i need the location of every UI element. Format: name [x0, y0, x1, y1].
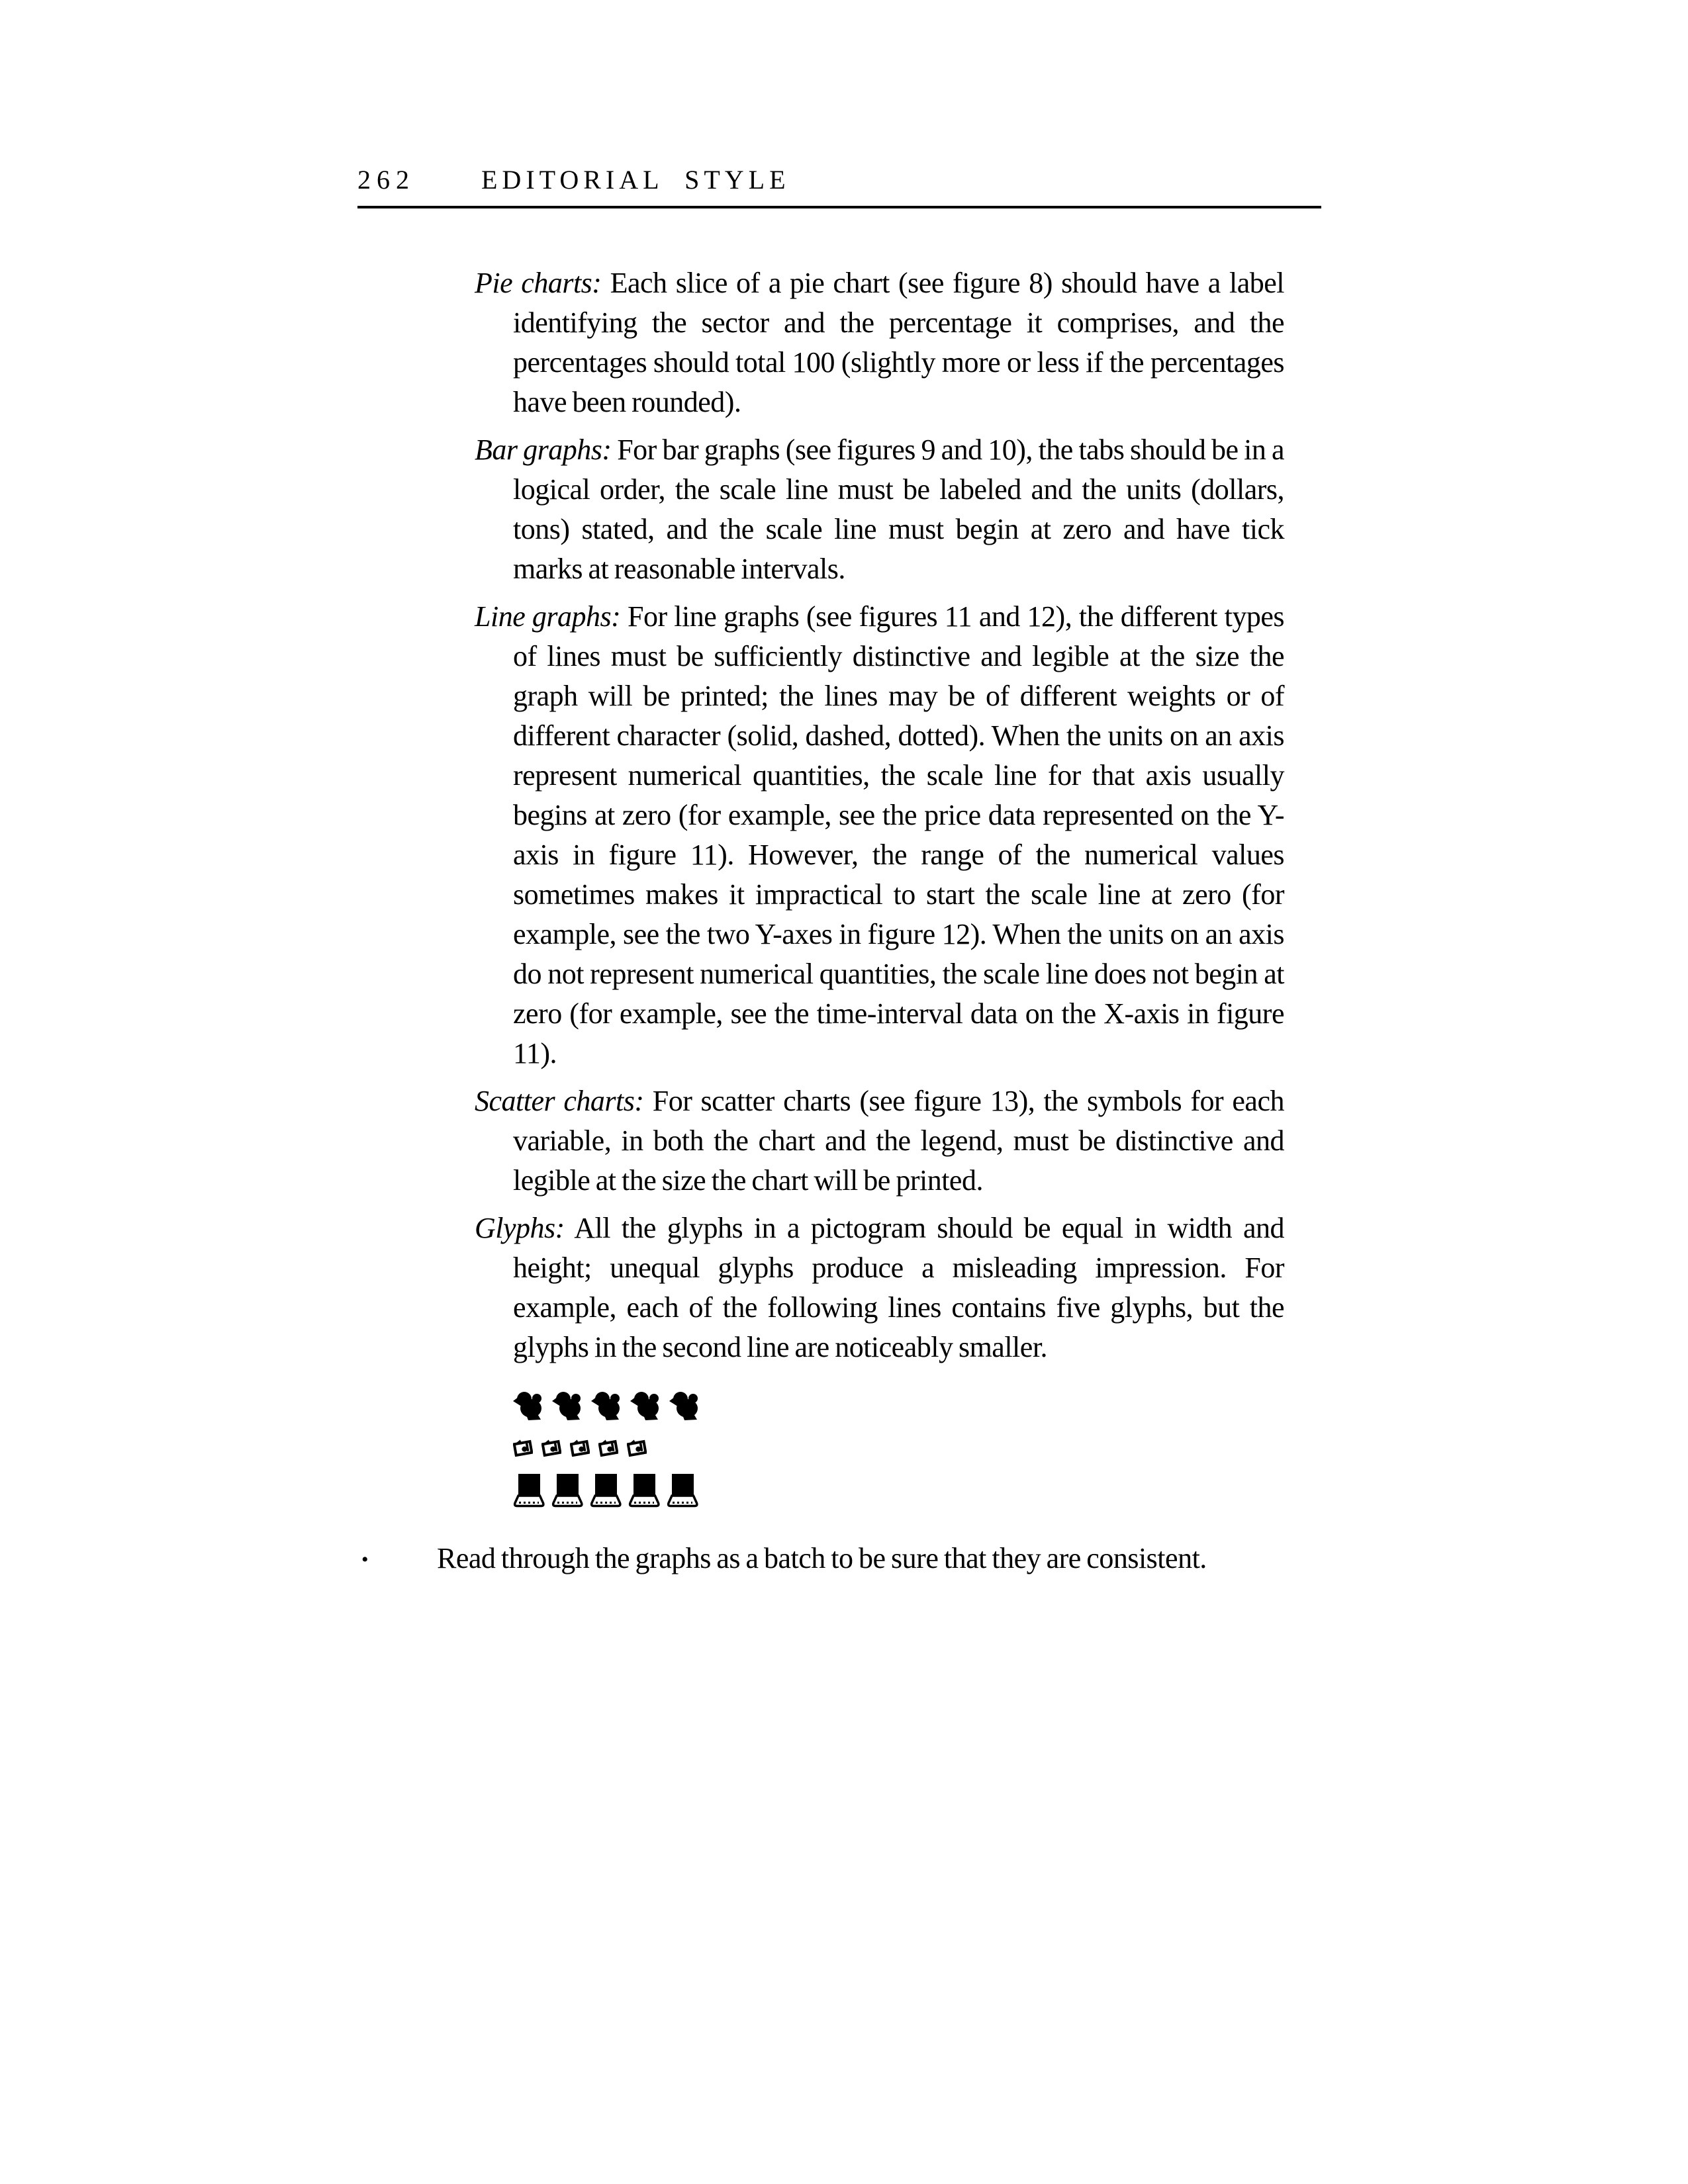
entry-line-graphs — [475, 597, 1285, 1073]
entry-pie-charts — [475, 263, 1284, 422]
bullet-item — [361, 1539, 1284, 1580]
box-dingbat-icon — [627, 1439, 647, 1457]
entry-term: Scatter charts: — [475, 1085, 644, 1117]
entry-term: Pie charts: — [475, 267, 602, 299]
page-number: 262 — [357, 165, 415, 195]
box-dingbat-icon — [570, 1439, 590, 1457]
box-dingbat-icon — [513, 1439, 533, 1457]
bird-dingbat-icon — [552, 1390, 581, 1420]
pictogram-row-large-1 — [513, 1390, 1284, 1420]
terminal-dingbat-icon — [551, 1474, 583, 1508]
terminal-dingbat-icon — [513, 1474, 545, 1508]
entry-text: For scatter charts (see figure 13), the symbols for each variable, in both the chart and the legend, must be distinctive and legible at the size the chart will be printed. — [513, 1085, 1284, 1197]
terminal-dingbat-icon — [628, 1474, 660, 1508]
box-dingbat-icon — [541, 1439, 561, 1457]
entry-text: Each slice of a pie chart (see figure 8) should have a label identifying the sector and the percentage it comprises, and the percentages should total 100 (slightly more or less if the percentages have been rounded). — [513, 267, 1284, 418]
entry-text: For bar graphs (see figures 9 and 10), the tabs should be in a logical order, the scale line must be labeled and the units (dollars, tons) stated, and the scale line must begin at zero and have tick marks at reasonable intervals. — [513, 433, 1285, 585]
body-text-block — [361, 263, 1285, 1609]
bird-dingbat-icon — [591, 1390, 620, 1420]
bird-dingbat-icon — [669, 1390, 698, 1420]
entry-term: Bar graphs: — [475, 433, 612, 466]
terminal-dingbat-icon — [590, 1474, 622, 1508]
bullet-text: Read through the graphs as a batch to be sure that they are consistent. — [437, 1542, 1207, 1574]
pictogram-row-large-2 — [513, 1474, 1284, 1508]
running-title: EDITORIAL STYLE — [481, 165, 790, 195]
bullet-icon: • — [361, 1549, 369, 1570]
entry-term: Glyphs: — [475, 1212, 565, 1244]
entry-text: All the glyphs in a pictogram should be equal in width and height; unequal glyphs produce a misleading impression. For example, each of the following lines contains five glyphs, but the glyphs in the second line are noticeably smaller. — [513, 1212, 1284, 1363]
pictogram-example — [513, 1390, 1284, 1508]
terminal-dingbat-icon — [667, 1474, 698, 1508]
entry-glyphs — [475, 1208, 1284, 1367]
entry-bar-graphs — [475, 430, 1285, 589]
pictogram-row-small — [513, 1439, 1284, 1457]
bird-dingbat-icon — [630, 1390, 659, 1420]
bird-dingbat-icon — [513, 1390, 542, 1420]
entry-term: Line graphs: — [475, 600, 621, 633]
running-header — [357, 164, 1321, 208]
entry-text: For line graphs (see figures 11 and 12), the different types of lines must be sufficiently distinctive and legible at the size the graph will be printed; the lines may be of different weights or of different character (solid, dashed, dotted). When the units on an axis represent numerical quantities, the scale line for that axis usually begins at zero (for example, see the price data represented on the Y-axis in figure 11). However, the range of the numerical values sometimes makes it impractical to start the scale line at zero (for example, see the two Y-axes in figure 12). When the units on an axis do not represent numerical quantities, the scale line does not begin at zero (for example, see the time-interval data on the X-axis in figure 11). — [513, 600, 1285, 1069]
entry-scatter-charts — [475, 1081, 1284, 1201]
box-dingbat-icon — [598, 1439, 618, 1457]
